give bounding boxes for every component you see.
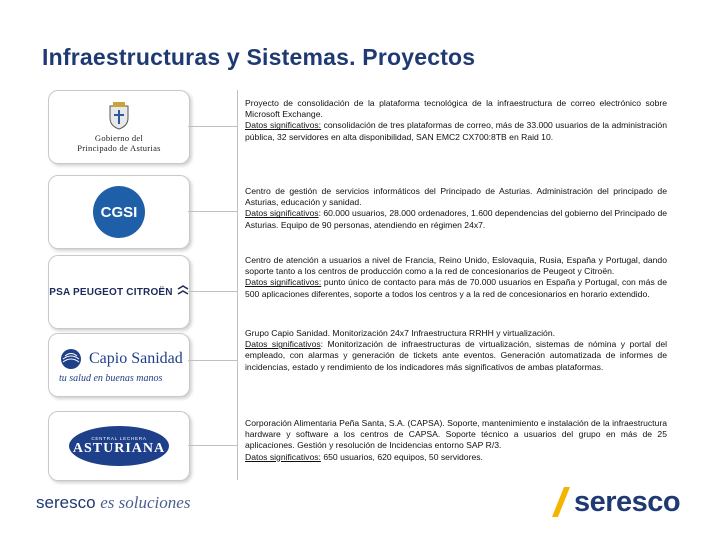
asturiana-logo-card (48, 411, 190, 481)
entry-description: Corporación Alimentaria Peña Santa, S.A. (CAPSA). Soporte, mantenimiento e instalación de la infraestructura hardware y software a los centros de CAPSA. Soporte técnico a usuarios del grupo en más de 25 aplicaciones. Gestión y resolución de Incidencias entorno SAP R/3. (245, 418, 667, 451)
capio-logo-card (48, 333, 190, 397)
cgsi-text: CGSI (100, 203, 138, 221)
gobierno-line1: Gobierno del (94, 132, 144, 143)
capio-tagline: tu salud en buenas manos (59, 372, 163, 384)
seresco-slash-icon (548, 485, 574, 519)
seresco-logo-word: seresco (574, 485, 681, 518)
entry-label: Datos significativos (245, 208, 319, 219)
entry-details: consolidación de tres plataformas de correo, más de 33.000 usuarios de la administración pública, 32 servidores en alta disponibilidad, SAN EMC2 CX700:8TB en Raid 10. (245, 120, 667, 142)
connector-5 (188, 445, 237, 446)
psa-chevron-icon (177, 285, 189, 299)
capio-globe-icon (59, 347, 83, 371)
timeline-line (237, 90, 238, 480)
footer-brand-tagline (36, 493, 190, 513)
footer-brand: seresco (36, 493, 96, 512)
cgsi-logo-icon (93, 186, 145, 238)
entry-description: Centro de gestión de servicios informáticos del Principado de Asturias. Administración del principado de Asturias, educación y sanidad. (245, 186, 667, 208)
entry-label: Datos significativos: (245, 451, 321, 462)
asturiana-logo-icon (69, 426, 169, 466)
project-entry-3 (245, 255, 667, 300)
project-entry-2 (245, 186, 667, 231)
entry-details: : 60.000 usuarios, 28.000 ordenadores, 1.600 dependencias del gobierno del Principado de Asturias. Equipo de 90 personas, atendiendo en régimen 24x7. (245, 208, 667, 230)
connector-1 (188, 126, 237, 127)
coat-of-arms-icon (108, 102, 130, 130)
connector-3 (188, 291, 237, 292)
entry-details: 650 usuarios, 620 equipos, 50 servidores. (320, 451, 483, 462)
footer-tagline: es soluciones (100, 493, 191, 512)
project-entry-5 (245, 418, 667, 463)
gobierno-line2: Principado de Asturias (77, 142, 161, 153)
project-entry-1 (245, 98, 667, 143)
entry-details: punto único de contacto para más de 70.000 usuarios en España y Portugal, con más de 500 aplicaciones diferentes, soporte a todos los centros y a la red de concesionarios en horario extendido. (245, 277, 667, 299)
asturiana-small: CENTRAL LECHERA (91, 435, 147, 441)
entry-label: Datos significativos: (245, 120, 322, 131)
psa-text: PSA PEUGEOT CITROËN (49, 286, 173, 298)
entry-details: : Monitorización de infraestructuras de virtualización, sistemas de nómina y portal del empleado, con alarmas y generación de tickets ante eventos. Generación automatizada de informes de incidencias, estado y rendimiento de los indicadores más significativos de ambas plataformas. (245, 339, 668, 372)
entry-description: Grupo Capio Sanidad. Monitorización 24x7 Infraestructura RRHH y virtualización. (245, 328, 555, 338)
psa-logo-card (48, 255, 190, 329)
connector-4 (188, 360, 237, 361)
project-entry-4 (245, 328, 667, 373)
entry-label: Datos significativos: (245, 277, 322, 288)
cgsi-logo-card (48, 175, 190, 249)
page-title: Infraestructuras y Sistemas. Proyectos (42, 44, 476, 70)
entry-label: Datos significativos (245, 339, 321, 350)
entry-description: Proyecto de consolidación de la plataforma tecnológica de la infraestructura de correo electrónico sobre Microsoft Exchange. (245, 98, 667, 120)
entry-description: Centro de atención a usuarios a nivel de Francia, Reino Unido, Eslovaquia, Rusia, España y Portugal, dando soporte tanto a los centros de producción como a la red de concesionarios de Peugeot y Citroën. (245, 255, 667, 277)
capio-name: Capio Sanidad (89, 349, 183, 367)
gobierno-logo-card (48, 90, 190, 164)
asturiana-big: ASTURIANA (72, 440, 166, 456)
seresco-logo (548, 484, 680, 520)
connector-2 (188, 211, 237, 212)
